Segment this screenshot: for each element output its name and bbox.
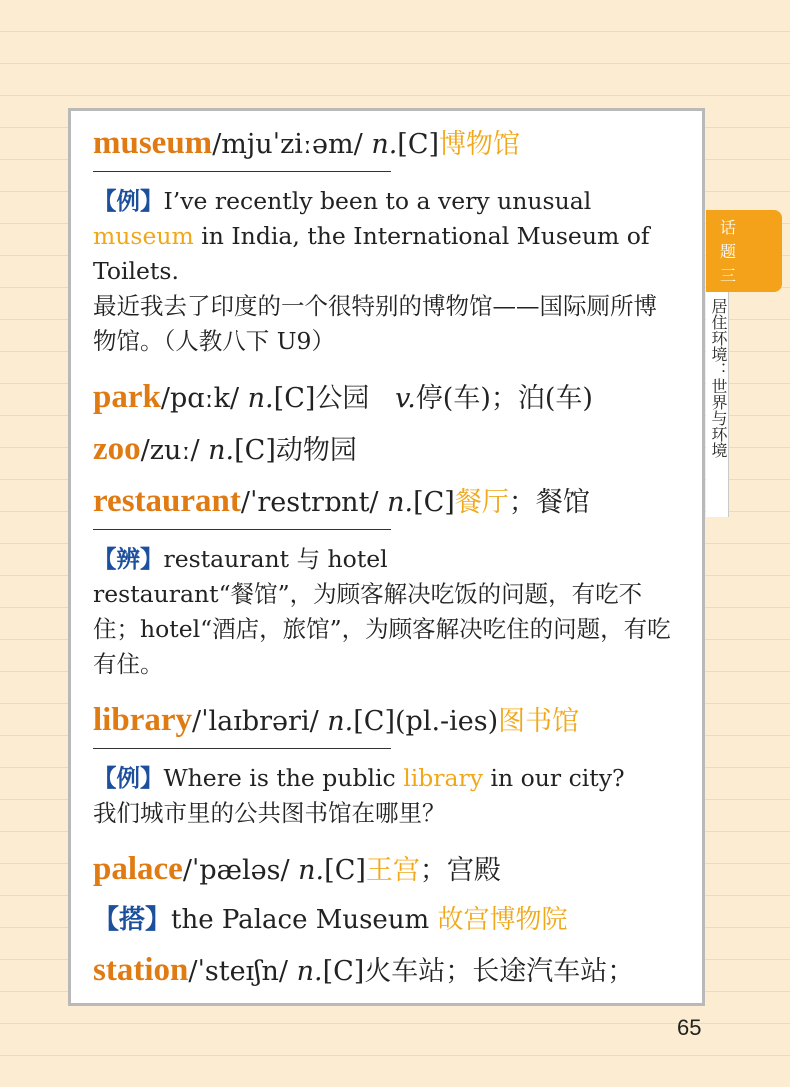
divider: [93, 748, 391, 749]
part-of-speech: n.: [247, 382, 274, 414]
example-library: [93, 761, 680, 831]
example-museum: [93, 184, 680, 359]
vocabulary-card: [68, 108, 705, 1006]
example-highlight: museum: [93, 221, 194, 250]
topic-spine-text: 居住环境：世界与环境: [709, 298, 728, 458]
topic-tab-label: 题: [720, 242, 737, 261]
entry-palace: [93, 851, 680, 889]
entry-library: [93, 702, 680, 740]
entry-park: [93, 379, 680, 417]
part-of-speech: n.: [296, 955, 323, 987]
noun-class: [C]: [234, 434, 276, 466]
headword: station: [93, 951, 189, 988]
headword: zoo: [93, 430, 141, 467]
divider: [93, 171, 391, 172]
definition: 停(车)；泊(车): [415, 382, 593, 414]
entry-museum: [93, 125, 680, 163]
topic-tab-label: 话: [720, 218, 737, 237]
phonetic: /ˈpæləs/: [182, 854, 290, 886]
example-highlight: library: [403, 763, 484, 792]
definition: ；宫殿: [419, 854, 501, 886]
example-text: in India, the International Museum of Toilets.: [93, 221, 650, 285]
part-of-speech: n.: [387, 486, 414, 518]
part-of-speech: n.: [371, 129, 398, 160]
headword: library: [93, 701, 192, 738]
definition: 火车站；长途汽车站；: [364, 955, 635, 987]
part-of-speech: n.: [327, 705, 354, 737]
phonetic: /ˈrestrɒnt/: [240, 486, 379, 518]
collocation-text: the Palace Museum: [171, 904, 438, 935]
definition: ；餐馆: [508, 486, 590, 518]
definition: 动物园: [275, 434, 357, 466]
part-of-speech: v.: [395, 382, 416, 414]
headword: park: [93, 378, 161, 415]
phonetic: /mjuˈziːəm/: [212, 129, 363, 160]
noun-class: [C]: [353, 705, 395, 737]
noun-class: [C]: [273, 382, 316, 414]
phonetic: /ˈlaɪbrəri/: [191, 705, 319, 737]
note-title: restaurant 与 hotel: [163, 544, 388, 573]
phonetic: /ˈsteɪʃn/: [188, 955, 288, 987]
example-translation: 我们城市里的公共图书馆在哪里？: [93, 798, 446, 827]
example-text: I’ve recently been to a very unusual: [163, 186, 592, 215]
topic-tab: [706, 210, 782, 292]
headword: palace: [93, 850, 183, 887]
phonetic: /zuː/: [140, 434, 200, 466]
example-text: Where is the public: [163, 763, 404, 792]
example-tag: 【例】: [93, 763, 164, 792]
example-text: in our city?: [483, 763, 625, 792]
noun-class: [C]: [322, 955, 365, 987]
divider: [93, 529, 391, 530]
collocation-translation: 故宫博物院: [437, 904, 568, 935]
note-body: restaurant“餐馆”，为顾客解决吃饭的问题，有吃不住；hotel“酒店，旅馆”，为顾客解决吃住的问题，有吃有住。: [93, 579, 671, 678]
noun-class: [C]: [413, 486, 455, 518]
definition: 餐厅: [454, 486, 509, 518]
example-translation: 最近我去了印度的一个很特别的博物馆——国际厕所博物馆。（人教八下 U9）: [93, 291, 657, 355]
note-tag: 【辨】: [93, 544, 164, 573]
part-of-speech: n.: [208, 434, 235, 466]
note-restaurant: [93, 542, 680, 682]
topic-spine: [706, 292, 729, 517]
headword: restaurant: [93, 482, 241, 519]
headword: museum: [93, 125, 213, 161]
topic-tab-label: 三: [720, 266, 737, 285]
entry-restaurant: [93, 483, 680, 521]
definition: 公园: [315, 382, 370, 414]
definition: 王宫: [365, 854, 420, 886]
plural-note: (pl.-ies): [395, 705, 499, 737]
noun-class: [C]: [324, 854, 366, 886]
definition: 图书馆: [498, 705, 580, 737]
definition: 博物馆: [439, 129, 521, 160]
example-tag: 【例】: [93, 186, 164, 215]
entry-zoo: [93, 431, 680, 469]
entry-station: [93, 952, 680, 990]
page-number: 65: [677, 1015, 702, 1040]
phonetic: /pɑːk/: [160, 382, 240, 414]
collocation-tag: 【搭】: [93, 904, 172, 935]
part-of-speech: n.: [298, 854, 325, 886]
collocation-palace: [93, 903, 680, 938]
noun-class: [C]: [397, 129, 440, 160]
